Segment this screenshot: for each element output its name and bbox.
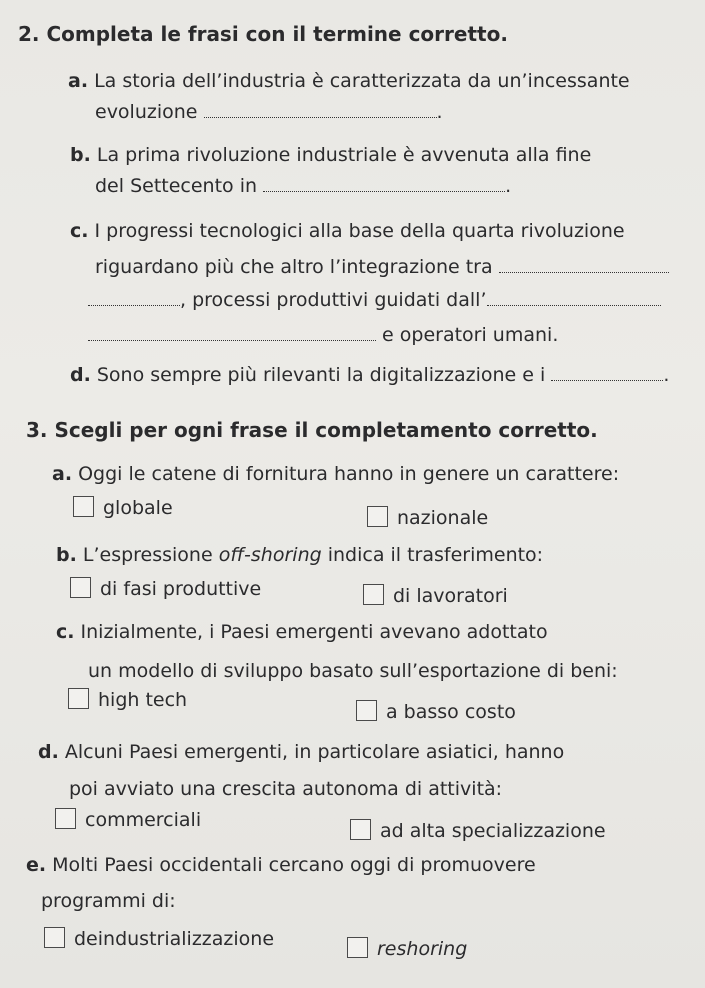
item-2c-line3	[88, 291, 661, 310]
item-marker: a.	[68, 70, 89, 92]
item-2b-line1	[70, 146, 591, 165]
item-3e-line2	[41, 892, 176, 911]
item-emphasis: off-shoring	[218, 544, 322, 566]
option-a-basso-costo[interactable]	[356, 700, 516, 722]
item-3d-line1	[38, 743, 564, 762]
item-marker: b.	[56, 544, 77, 566]
option-label: high tech	[98, 689, 188, 711]
item-2c-line4	[88, 326, 558, 345]
item-text: Alcuni Paesi emergenti, in particolare asiatici, hanno	[64, 741, 565, 763]
item-text: , processi produttivi guidati dall’	[180, 289, 487, 311]
item-text: Oggi le catene di fornitura hanno in genere un carattere:	[78, 463, 620, 485]
answer-blank[interactable]	[263, 191, 505, 192]
item-text: .	[436, 101, 443, 123]
item-text: poi avviato una crescita autonoma di attività:	[69, 778, 503, 800]
option-label: reshoring	[377, 938, 468, 960]
item-marker: b.	[70, 144, 91, 166]
option-reshoring[interactable]	[347, 937, 467, 959]
item-text: Sono sempre più rilevanti la digitalizzazione e i	[96, 364, 546, 386]
item-text: La prima rivoluzione industriale è avvenuta alla fine	[96, 144, 592, 166]
checkbox[interactable]	[356, 700, 377, 721]
option-label: di lavoratori	[393, 585, 508, 607]
item-3c-line2	[88, 662, 618, 681]
answer-blank[interactable]	[499, 272, 669, 273]
item-text: del Settecento in	[95, 175, 258, 197]
checkbox[interactable]	[68, 688, 89, 709]
checkbox[interactable]	[363, 584, 384, 605]
option-nazionale[interactable]	[367, 506, 488, 528]
item-3a-question	[52, 465, 619, 484]
item-2c-line2	[95, 258, 669, 277]
answer-blank[interactable]	[204, 117, 437, 118]
item-text: .	[663, 364, 670, 386]
option-ad-alta-specializzazione[interactable]	[350, 819, 606, 841]
answer-blank[interactable]	[88, 305, 180, 306]
item-text: La storia dell’industria è caratterizzata da un’incessante	[94, 70, 630, 92]
item-text: programmi di:	[41, 890, 176, 912]
item-2a-line1	[68, 72, 630, 91]
item-text: e operatori umani.	[382, 324, 559, 346]
checkbox[interactable]	[73, 496, 94, 517]
item-2d-line1	[70, 366, 669, 385]
checkbox[interactable]	[367, 506, 388, 527]
item-3b-question	[56, 546, 543, 565]
item-marker: e.	[26, 854, 47, 876]
checkbox[interactable]	[350, 819, 371, 840]
checkbox[interactable]	[44, 927, 65, 948]
item-text: un modello di sviluppo basato sull’esportazione di beni:	[88, 660, 618, 682]
option-label: globale	[103, 497, 173, 519]
option-label: commerciali	[85, 809, 202, 831]
checkbox[interactable]	[347, 937, 368, 958]
item-3e-line1	[26, 856, 536, 875]
item-marker: c.	[56, 621, 75, 643]
item-2a-line2	[95, 103, 443, 122]
item-text: riguardano più che altro l’integrazione tra	[95, 256, 493, 278]
item-marker: d.	[70, 364, 91, 386]
answer-blank[interactable]	[551, 380, 663, 381]
option-label: a basso costo	[386, 701, 516, 723]
item-marker: a.	[52, 463, 73, 485]
item-text: .	[505, 175, 512, 197]
option-label: nazionale	[397, 507, 489, 529]
item-text: I progressi tecnologici alla base della quarta rivoluzione	[94, 220, 625, 242]
item-3d-line2	[69, 780, 502, 799]
option-label: deindustrializzazione	[74, 928, 275, 950]
checkbox[interactable]	[55, 808, 76, 829]
exercise-3-title: 3. Scegli per ogni frase il completamento corretto.	[26, 418, 598, 442]
option-label: di fasi produttive	[100, 578, 262, 600]
option-deindustrializzazione[interactable]	[44, 927, 274, 949]
checkbox[interactable]	[70, 577, 91, 598]
item-2b-line2	[95, 177, 511, 196]
exercise-2-title: 2. Completa le frasi con il termine corretto.	[18, 22, 508, 46]
option-high-tech[interactable]	[68, 688, 187, 710]
item-text: Molti Paesi occidentali cercano oggi di promuovere	[52, 854, 536, 876]
item-text: indica il trasferimento:	[321, 544, 544, 566]
item-text: Inizialmente, i Paesi emergenti avevano adottato	[80, 621, 548, 643]
answer-blank[interactable]	[487, 305, 661, 306]
option-globale[interactable]	[73, 496, 173, 518]
option-commerciali[interactable]	[55, 808, 201, 830]
option-di-fasi-produttive[interactable]	[70, 577, 261, 599]
item-text: L’espressione	[82, 544, 219, 566]
option-label: ad alta specializzazione	[380, 820, 606, 842]
item-2c-line1	[70, 222, 625, 241]
item-text: evoluzione	[95, 101, 198, 123]
answer-blank[interactable]	[88, 340, 376, 341]
item-marker: d.	[38, 741, 59, 763]
item-3c-line1	[56, 623, 548, 642]
item-marker: c.	[70, 220, 89, 242]
option-di-lavoratori[interactable]	[363, 584, 508, 606]
